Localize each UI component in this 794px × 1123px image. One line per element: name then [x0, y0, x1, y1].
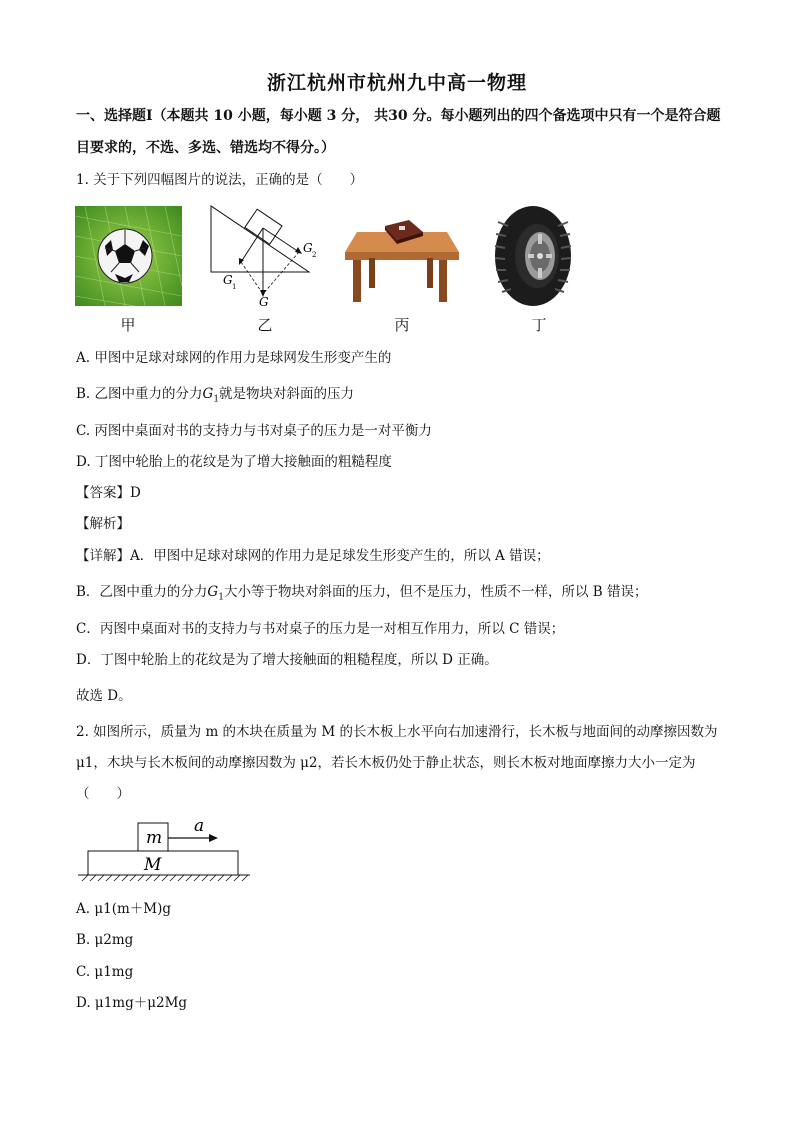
- q1-option-b-symbol: G: [202, 386, 214, 402]
- g1-label: G: [223, 273, 233, 287]
- q1-analysis-label: 【解析】: [76, 516, 130, 532]
- figure-label-jia: 甲: [120, 316, 136, 334]
- table-book-figure: [343, 212, 461, 304]
- figure-label-yi: 乙: [257, 316, 273, 334]
- incline-force-figure: [205, 202, 325, 310]
- tire-figure: [490, 204, 576, 308]
- q1-detail-b-post: 大小等于物块对斜面的压力，但不是压力，性质不一样，所以 B 错误；: [223, 584, 648, 600]
- q1-option-b-sub: 1: [213, 394, 220, 405]
- acceleration-label: a: [194, 816, 205, 836]
- figure-label-bing: 丙: [394, 316, 410, 334]
- q1-option-b-post: 就是物块对斜面的压力: [219, 386, 355, 402]
- q1-option-b: [76, 384, 354, 410]
- g2-sub: 2: [312, 251, 317, 259]
- section-heading: 一、选择题Ⅰ（本题共 10 小题，每小题 3 分， 共30 分。每小题列出的四个备选项中只有一个是符合题目要求的，不选、多选、错选均不得分。）: [76, 108, 721, 156]
- q2-option-a: A. μ1(m＋M)g: [76, 901, 171, 917]
- q2-option-c: C. μ1mg: [76, 964, 134, 980]
- g-label: G: [259, 295, 269, 309]
- g1-sub: 1: [232, 283, 237, 291]
- q1-conclusion: 故选 D。: [76, 688, 132, 704]
- q1-detail-c: C．丙图中桌面对书的支持力与书对桌子的压力是一对相互作用力，所以 C 错误；: [76, 621, 565, 637]
- small-block-label: m: [146, 828, 163, 848]
- q1-detail-b-sub: 1: [218, 592, 224, 603]
- question-2-stem: 2. 如图所示，质量为 m 的木块在质量为 M 的长木板上水平向右加速滑行，长木板与地面间的动摩擦因数为 μ1，木块与长木板间的动摩擦因数为 μ2，若长木板仍处于静止状态，则长木板对地面摩擦力大小一定为（ ）: [76, 724, 718, 802]
- q1-option-c: C. 丙图中桌面对书的支持力与书对桌子的压力是一对平衡力: [76, 423, 432, 439]
- q1-detail-b-pre: B．乙图中重力的分力: [76, 584, 208, 600]
- large-block-label: M: [144, 855, 162, 875]
- q1-detail-d: D．丁图中轮胎上的花纹是为了增大接触面的粗糙程度，所以 D 正确。: [76, 652, 498, 668]
- q1-option-b-pre: B. 乙图中重力的分力: [76, 386, 203, 402]
- q2-option-d: D. μ1mg＋μ2Mg: [76, 995, 188, 1011]
- page-title: 浙江杭州市杭州九中高一物理: [266, 72, 527, 94]
- q1-option-a: A. 甲图中足球对球网的作用力是球网发生形变产生的: [76, 350, 392, 366]
- q1-detail-b-symbol: G: [207, 584, 219, 600]
- q1-answer: 【答案】D: [76, 485, 141, 501]
- g2-label: G: [303, 241, 313, 255]
- q1-detail-b: [76, 582, 647, 608]
- block-board-figure: [76, 814, 252, 884]
- figure-label-ding: 丁: [531, 316, 547, 334]
- q1-option-d: D. 丁图中轮胎上的花纹是为了增大接触面的粗糙程度: [76, 454, 392, 470]
- question-1-stem: 1. 关于下列四幅图片的说法，正确的是（ ）: [76, 172, 364, 188]
- q1-detail-a: 【详解】A．甲图中足球对球网的作用力是足球发生形变产生的，所以 A 错误；: [76, 548, 550, 564]
- q2-option-b: B. μ2mg: [76, 932, 134, 948]
- soccer-ball-figure: [75, 206, 182, 306]
